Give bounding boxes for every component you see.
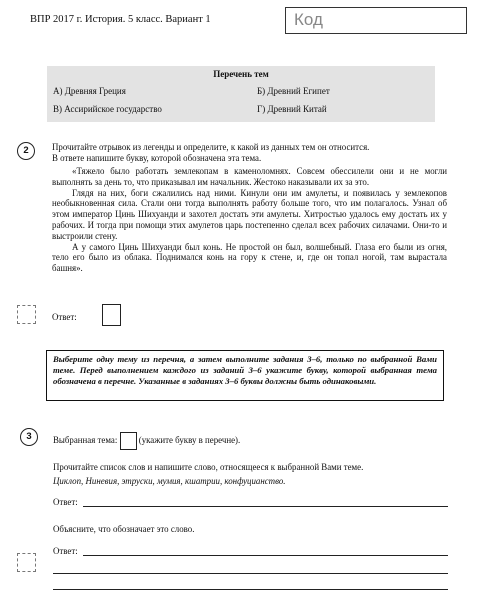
chosen-topic-box[interactable] — [120, 432, 137, 450]
task-2-answer-box[interactable] — [102, 304, 121, 326]
topics-title: Перечень тем — [213, 69, 269, 79]
task-3-prompt: Прочитайте список слов и напишите слово, относящееся к выбранной Вами теме. — [53, 462, 364, 472]
task-2-answer-label: Ответ: — [52, 312, 77, 322]
task-3-explain-prompt: Объясните, что обозначает это слово. — [53, 524, 195, 534]
chosen-topic-label: Выбранная тема: — [53, 435, 118, 446]
task-3-explain-line-1[interactable] — [83, 555, 448, 556]
page-header-title: ВПР 2017 г. История. 5 класс. Вариант 1 — [30, 14, 211, 25]
task-2-prompt — [52, 142, 447, 164]
topic-b: Б) Древний Египет — [257, 86, 330, 96]
instruction-note-text: Выберите одну тему из перечня, а затем выполните задания 3–6, только по выбранной Вами теме. Перед выполнением каждого из заданий 3–6 укажите букву, которой выбранная тема обозначена в перечне. Указанные в заданиях 3–6 буквы должны быть одинаковыми. — [53, 354, 437, 386]
chosen-topic-hint: (укажите букву в перечне). — [138, 435, 241, 446]
task-2-number: 2 — [17, 142, 35, 160]
task-2-score-box[interactable] — [17, 305, 36, 324]
legend-paragraph-1: «Тяжело было работать землекопам в каменоломнях. Совсем обессилели они и не могли выполнять за день то, что приказывал им начальник. Жестоко наказывали их за это. — [52, 166, 447, 187]
legend-excerpt — [52, 166, 447, 274]
code-label: Код — [294, 10, 323, 29]
task-3-answer-line[interactable] — [83, 506, 448, 507]
task-2-prompt-line1: Прочитайте отрывок из легенды и определите, к какой из данных тем он относится. — [52, 142, 370, 152]
topic-a: А) Древняя Греция — [53, 86, 126, 96]
topic-g: Г) Древний Китай — [257, 104, 327, 114]
topics-list — [47, 66, 435, 122]
topic-v: В) Ассирийское государство — [53, 104, 162, 114]
task-3-explain-line-2[interactable] — [53, 573, 448, 574]
task-3-answer-label: Ответ: — [53, 497, 78, 507]
task-3-score-box[interactable] — [17, 553, 36, 572]
instruction-note — [46, 350, 444, 401]
task-2-prompt-line2: В ответе напишите букву, которой обозначена эта тема. — [52, 152, 262, 163]
code-field[interactable] — [285, 7, 467, 34]
legend-paragraph-3: А у самого Цинь Шихуанди был конь. Не простой он был, волшебный. Глаза его были из огня, тело его было из облака. Поднимался конь на гору к стене, и, где он топал ногой, там вырастала башня». — [52, 241, 447, 274]
task-3-chosen-row — [53, 432, 240, 450]
task-3-words: Циклоп, Ниневия, этруски, мумия, кшатрии, конфуцианство. — [53, 476, 286, 486]
legend-paragraph-2: Глядя на них, боги сжалились над ними. Кинули они им амулеты, и появилась у землекопов необыкновенная сила. Стали они тогда выполнять работу больше того, что им полагалось. Узнал об этом император Цинь Шихуанди и захотел достать эти амулеты. Хитростью удалось ему достать их у рабочих. И тогда при помощи этих амулетов царь постепенно сделал всех рабочих силачами. Они-то и выстроили стену. — [52, 187, 447, 241]
task-3-number: 3 — [20, 428, 38, 446]
task-3-answer-label-2: Ответ: — [53, 546, 78, 556]
task-3-explain-line-3[interactable] — [53, 589, 448, 590]
